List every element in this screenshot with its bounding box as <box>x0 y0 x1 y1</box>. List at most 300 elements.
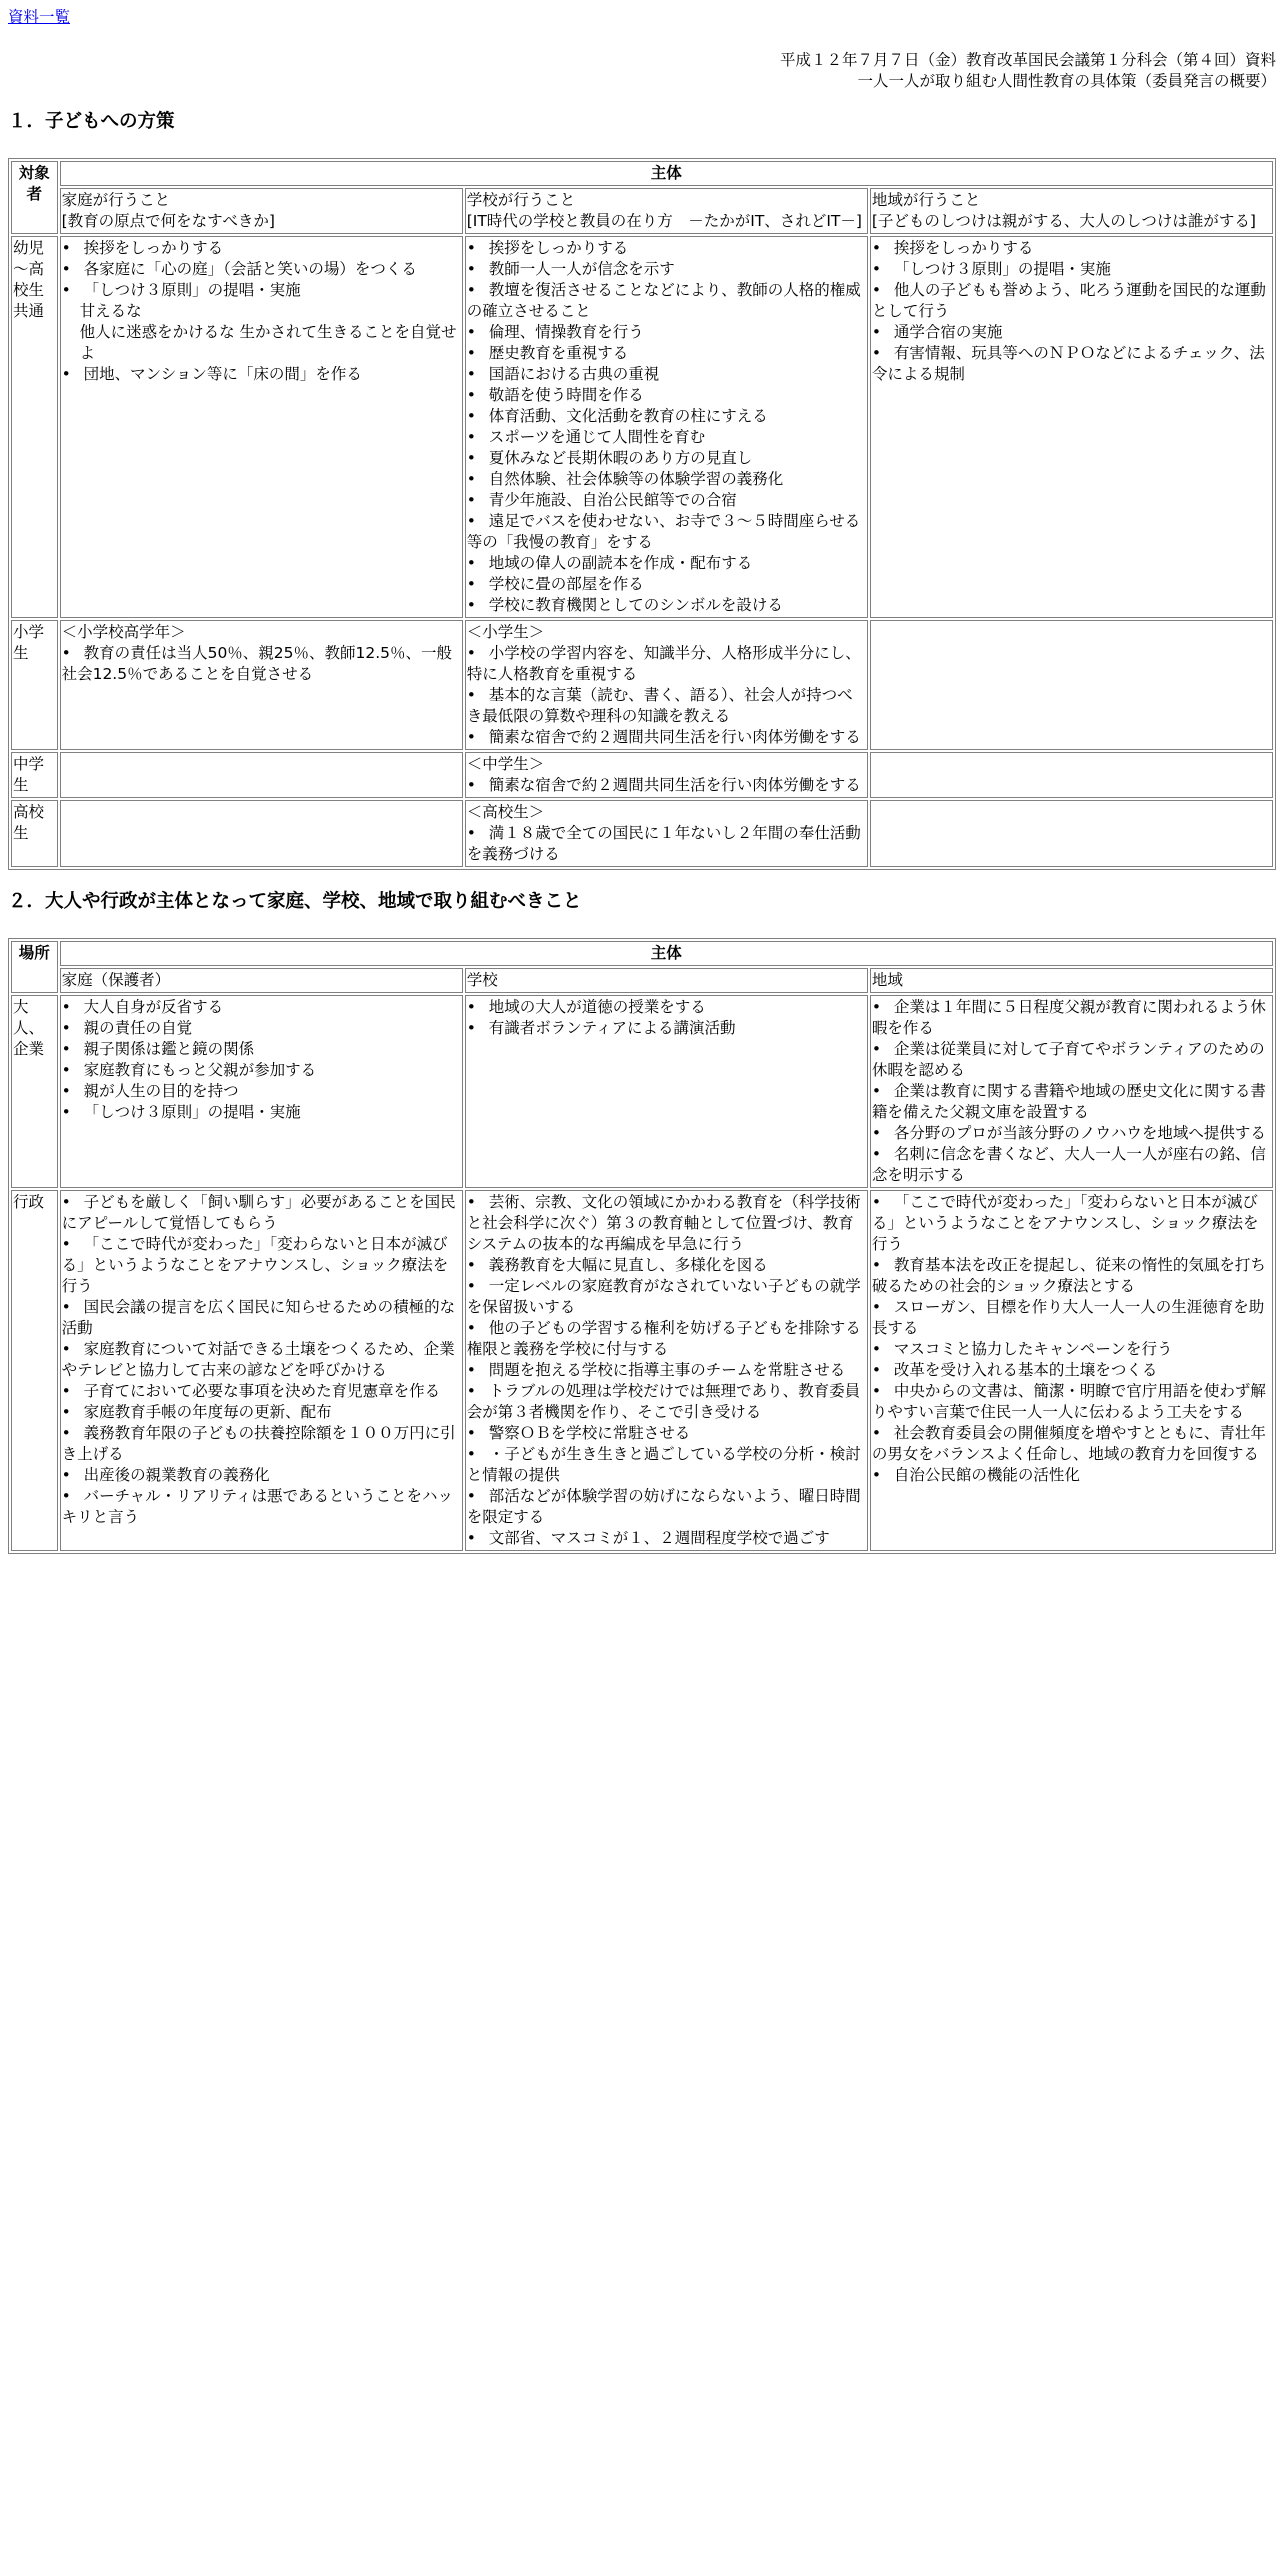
bullet-list <box>62 643 461 685</box>
children-measures-table <box>8 158 1276 870</box>
list-item <box>62 1465 461 1486</box>
bullet-icon: • <box>871 260 881 278</box>
list-item <box>62 643 461 685</box>
list-item <box>467 1255 866 1276</box>
section2-title: ２．大人や行政が主体となって家庭、学校、地域で取り組むべきこと <box>8 891 582 912</box>
list-item <box>872 238 1271 259</box>
list-item-text: 家庭教育について対話できる土壌をつくるため、企業やテレビと協力して古来の諺などを呼びかける <box>61 1340 455 1379</box>
list-item <box>62 1018 461 1039</box>
list-item-text: 満１８歳で全ての国民に１年ないし２年間の奉仕活動を義務づける <box>466 824 861 863</box>
list-item-text: 警察ＯＢを学校に常駐させる <box>488 1424 691 1442</box>
list-item-text: 自治公民館の機能の活性化 <box>893 1466 1080 1484</box>
table-row <box>11 1190 1273 1551</box>
list-item-text: 団地、マンション等に「床の間」を作る <box>83 365 362 383</box>
bullet-icon: • <box>61 365 71 383</box>
list-item <box>872 1381 1271 1423</box>
list-item <box>62 1060 461 1081</box>
list-item-text: 敬語を使う時間を作る <box>488 386 644 404</box>
bullet-icon: • <box>61 1103 71 1121</box>
list-item-text: 社会教育委員会の開催頻度を増やすとともに、青壮年の男女をバランスよく任命し、地域の教育力を回復する <box>871 1424 1266 1463</box>
list-item-text: 「ここで時代が変わった」「変わらないと日本が滅びる」というようなことをアナウンスし、ショック療法を行う <box>871 1193 1259 1253</box>
table-cell <box>60 995 463 1188</box>
list-item-text: 「ここで時代が変わった」「変わらないと日本が滅びる」というようなことをアナウンスし、ショック療法を行う <box>61 1235 449 1295</box>
list-item-text: 企業は従業員に対して子育てやボランティアのための休暇を認める <box>871 1040 1265 1079</box>
list-item <box>467 1528 866 1549</box>
table-row <box>11 800 1273 867</box>
list-item-text: 歴史教育を重視する <box>488 344 629 362</box>
list-item <box>467 685 866 727</box>
table-cell <box>60 800 463 867</box>
list-item-text: 家庭教育にもっと父親が参加する <box>83 1061 317 1079</box>
bullet-icon: • <box>61 644 71 662</box>
table-cell <box>870 1190 1273 1551</box>
table2-body <box>11 995 1273 1551</box>
list-item <box>467 1276 866 1318</box>
list-item-text: 倫理、情操教育を行う <box>488 323 644 341</box>
cell-subheading: ＜小学生＞ <box>466 623 545 641</box>
list-item <box>467 1318 866 1360</box>
bullet-icon: • <box>61 998 71 1016</box>
bullet-icon: • <box>466 428 476 446</box>
column-header-title: 学校が行うこと <box>466 191 576 209</box>
list-item <box>62 238 461 259</box>
bullet-icon: • <box>61 1082 71 1100</box>
list-item <box>467 1423 866 1444</box>
bullet-list <box>872 238 1271 385</box>
bullet-icon: • <box>466 1529 476 1547</box>
bullet-icon: • <box>61 1040 71 1058</box>
list-item-text: 他の子どもの学習する権利を妨げる子どもを排除する権限と義務を学校に付与する <box>466 1319 861 1358</box>
list-item-text: スポーツを通じて人間性を育む <box>488 428 706 446</box>
list-item <box>467 469 866 490</box>
list-item <box>62 364 461 385</box>
document-list-link[interactable]: 資料一覧 <box>8 8 71 26</box>
cell-subheading: ＜小学校高学年＞ <box>61 623 186 641</box>
table-cell <box>870 800 1273 867</box>
list-item-text: 部活などが体験学習の妨げにならないよう、曜日時間を限定する <box>466 1487 861 1526</box>
bullet-icon: • <box>466 281 476 299</box>
list-item <box>872 1123 1271 1144</box>
bullet-icon: • <box>871 1424 881 1442</box>
row-label: 中学生 <box>11 752 58 798</box>
table1-header-row <box>11 161 1273 186</box>
list-item <box>62 1297 461 1339</box>
table2-column-headers <box>11 968 1273 993</box>
bullet-icon: • <box>466 470 476 488</box>
list-item <box>62 259 461 280</box>
bullet-icon: • <box>61 1403 71 1421</box>
list-item <box>467 775 866 796</box>
bullet-icon: • <box>466 1382 476 1400</box>
list-item <box>872 259 1271 280</box>
list-item-text: 義務教育年限の子どもの扶養控除額を１００万円に引き上げる <box>61 1424 456 1463</box>
list-item <box>62 1102 461 1123</box>
bullet-list <box>467 997 866 1039</box>
header-line-subtitle: 一人一人が取り組む人間性教育の具体策（委員発言の概要） <box>857 72 1276 90</box>
list-item-text: 大人自身が反省する <box>83 998 224 1016</box>
table1-corner-cell: 対象者 <box>11 161 58 234</box>
adult-administration-table <box>8 938 1276 1554</box>
list-item <box>467 406 866 427</box>
column-header-subtitle: [子どものしつけは親がする、大人のしつけは誰がする] <box>871 212 1256 230</box>
cell-content <box>62 802 461 822</box>
list-item-text: 名刺に信念を書くなど、大人一人一人が座右の銘、信念を明示する <box>871 1145 1266 1184</box>
list-item-text: マスコミと協力したキャンペーンを行う <box>893 1340 1173 1358</box>
list-item-text: 夏休みなど長期休暇のあり方の見直し <box>488 449 753 467</box>
bullet-icon: • <box>466 1424 476 1442</box>
list-item-text: 地域の偉人の副読本を作成・配布する <box>488 554 753 572</box>
list-item-text: 文部省、マスコミが１、２週間程度学校で過ごす <box>488 1529 830 1547</box>
list-item <box>872 322 1271 343</box>
bullet-icon: • <box>871 1256 881 1274</box>
row-label: 行政 <box>11 1190 58 1551</box>
list-item-text: 有識者ボランティアによる講演活動 <box>488 1019 736 1037</box>
cell-content <box>467 622 866 748</box>
bullet-icon: • <box>466 1019 476 1037</box>
table2-header-row <box>11 941 1273 966</box>
list-item <box>872 1297 1271 1339</box>
row-label: 高校生 <box>11 800 58 867</box>
bullet-icon: • <box>871 1082 881 1100</box>
list-item-text: 問題を抱える学校に指導主事のチームを常駐させる <box>488 1361 846 1379</box>
bullet-icon: • <box>466 386 476 404</box>
list-item-text: 有害情報、玩具等へのＮＰＯなどによるチェック、法令による規制 <box>871 344 1265 383</box>
bullet-icon: • <box>466 1277 476 1295</box>
bullet-icon: • <box>61 1235 71 1253</box>
list-item <box>467 364 866 385</box>
list-item <box>872 1144 1271 1186</box>
list-item <box>872 1255 1271 1297</box>
list-item-text: 基本的な言葉（読む、書く、語る）、社会人が持つべき最低限の算数や理科の知識を教える <box>466 686 853 725</box>
list-item-text: 親が人生の目的を持つ <box>83 1082 239 1100</box>
bullet-icon: • <box>466 1193 476 1211</box>
bullet-icon: • <box>61 1298 71 1316</box>
list-item-text: 「しつけ３原則」の提唱・実施 <box>893 260 1111 278</box>
list-item-text: 教育の責任は当人50％、親25％、教師12.5％、一般社会12.5％であることを自覚させる <box>61 644 453 683</box>
list-item <box>467 511 866 553</box>
list-item <box>872 1339 1271 1360</box>
bullet-icon: • <box>466 1319 476 1337</box>
bullet-list <box>467 643 866 748</box>
cell-content <box>872 622 1271 642</box>
cell-subheading: ＜高校生＞ <box>466 803 545 821</box>
bullet-icon: • <box>61 1340 71 1358</box>
bullet-icon: • <box>466 776 476 794</box>
cell-content <box>872 754 1271 774</box>
list-item-text: 青少年施設、自治公民館等での合宿 <box>488 491 737 509</box>
list-item-text: 教壇を復活させることなどにより、教師の人格的権威の確立させること <box>466 281 861 320</box>
bullet-icon: • <box>466 323 476 341</box>
list-item-text: 挨拶をしっかりする <box>488 239 629 257</box>
list-item <box>467 322 866 343</box>
bullet-icon: • <box>61 1466 71 1484</box>
table-cell <box>60 236 463 618</box>
bullet-icon: • <box>466 239 476 257</box>
table2-group-header: 主体 <box>60 941 1273 966</box>
cell-content <box>467 238 866 616</box>
list-item <box>872 280 1271 322</box>
list-item <box>467 385 866 406</box>
bullet-icon: • <box>871 281 881 299</box>
list-item <box>872 1423 1271 1465</box>
bullet-icon: • <box>466 491 476 509</box>
list-item <box>872 1081 1271 1123</box>
table-cell <box>870 752 1273 798</box>
column-header-subtitle: [教育の原点で何をなすべきか] <box>61 212 275 230</box>
list-item <box>62 1192 461 1234</box>
list-item <box>467 280 866 322</box>
list-item-text: スローガン、目標を作り大人一人一人の生涯徳育を助長する <box>871 1298 1265 1337</box>
list-item <box>62 1339 461 1381</box>
list-item <box>62 1402 461 1423</box>
list-item-text: 学校に教育機関としてのシンボルを設ける <box>488 596 783 614</box>
bullet-list <box>62 997 461 1123</box>
table1-column-header <box>870 188 1273 234</box>
bullet-icon: • <box>871 998 881 1016</box>
bullet-icon: • <box>61 281 71 299</box>
table-row <box>11 236 1273 618</box>
list-item-text: 家庭教育手帳の年度毎の更新、配布 <box>83 1403 332 1421</box>
list-item-text: 簡素な宿舎で約２週間共同生活を行い肉体労働をする <box>488 728 861 746</box>
list-item <box>467 1381 866 1423</box>
list-item <box>872 1360 1271 1381</box>
bullet-icon: • <box>871 1382 881 1400</box>
list-item <box>62 1039 461 1060</box>
list-item-text: 企業は１年間に５日程度父親が教育に関われるよう休暇を作る <box>871 998 1266 1037</box>
row-label: 大人、企業 <box>11 995 58 1188</box>
bullet-icon: • <box>871 344 881 362</box>
list-item-text: 学校に畳の部屋を作る <box>488 575 644 593</box>
bullet-list <box>62 364 461 385</box>
table1-column-header <box>60 188 463 234</box>
bullet-icon: • <box>466 1445 476 1463</box>
list-item <box>467 448 866 469</box>
list-item-text: 「しつけ３原則」の提唱・実施 <box>83 1103 301 1121</box>
table-cell <box>465 620 868 750</box>
list-item-text: 国民会議の提言を広く国民に知らせるための積極的な活動 <box>61 1298 456 1337</box>
bullet-icon: • <box>466 512 476 530</box>
list-item-text: 通学合宿の実施 <box>893 323 1003 341</box>
list-item-text: 自然体験、社会体験等の体験学習の義務化 <box>488 470 784 488</box>
bullet-icon: • <box>466 365 476 383</box>
cell-content <box>467 754 866 796</box>
list-item <box>467 238 866 259</box>
list-item-text: 教育基本法を改正を提起し、従来の惰性的気風を打ち破るための社会的ショック療法とする <box>871 1256 1266 1295</box>
list-item-text: 挨拶をしっかりする <box>893 239 1034 257</box>
bullet-icon: • <box>871 323 881 341</box>
list-item <box>62 1081 461 1102</box>
column-header-title: 地域が行うこと <box>871 191 981 209</box>
table-cell <box>870 620 1273 750</box>
list-item <box>62 997 461 1018</box>
list-item <box>467 1486 866 1528</box>
table2-column-header: 地域 <box>870 968 1273 993</box>
bullet-icon: • <box>466 1256 476 1274</box>
section1-title: １．子どもへの方策 <box>8 111 175 132</box>
bullet-icon: • <box>466 728 476 746</box>
list-item-text: 体育活動、文化活動を教育の柱にすえる <box>488 407 768 425</box>
list-item-text: 出産後の親業教育の義務化 <box>83 1466 270 1484</box>
list-item-text: 義務教育を大幅に見直し、多様化を図る <box>488 1256 768 1274</box>
bullet-icon: • <box>466 1487 476 1505</box>
cell-subheading: ＜中学生＞ <box>466 755 545 773</box>
bullet-icon: • <box>466 407 476 425</box>
bullet-icon: • <box>871 1124 881 1142</box>
cell-content <box>872 802 1271 822</box>
list-item-text: 地域の大人が道徳の授業をする <box>488 998 706 1016</box>
table1-column-header <box>465 188 868 234</box>
list-item <box>467 1360 866 1381</box>
list-item-text: 各分野のプロが当該分野のノウハウを地域へ提供する <box>893 1124 1266 1142</box>
list-item-text: 国語における古典の重視 <box>488 365 660 383</box>
bullet-list <box>62 238 461 301</box>
plain-text: 他人に迷惑をかけるな 生かされて生きることを自覚せよ <box>79 323 457 362</box>
bullet-list <box>467 823 866 865</box>
bullet-icon: • <box>871 1340 881 1358</box>
table-cell <box>465 995 868 1188</box>
list-item <box>467 343 866 364</box>
list-item-text: 改革を受け入れる基本的土壌をつくる <box>893 1361 1158 1379</box>
bullet-list <box>872 997 1271 1186</box>
list-item <box>467 727 866 748</box>
list-item <box>872 997 1271 1039</box>
table1-body <box>11 236 1273 867</box>
list-item-text: ・子どもが生き生きと過ごしている学校の分析・検討と情報の提供 <box>466 1445 861 1484</box>
list-item <box>467 997 866 1018</box>
table1-group-header: 主体 <box>60 161 1273 186</box>
list-item <box>62 1381 461 1402</box>
list-item <box>467 643 866 685</box>
bullet-icon: • <box>61 1424 71 1442</box>
bullet-icon: • <box>466 575 476 593</box>
cell-content <box>62 238 461 385</box>
row-label: 幼児～高校生共通 <box>11 236 58 618</box>
table-row <box>11 752 1273 798</box>
list-item <box>467 574 866 595</box>
bullet-icon: • <box>466 686 476 704</box>
table2-column-header: 学校 <box>465 968 868 993</box>
list-item-text: 親の責任の自覚 <box>83 1019 193 1037</box>
bullet-icon: • <box>61 1193 71 1211</box>
cell-content <box>62 754 461 774</box>
list-item-text: 各家庭に「心の庭」（会話と笑いの場）をつくる <box>83 260 417 278</box>
bullet-icon: • <box>61 1061 71 1079</box>
cell-content <box>467 802 866 865</box>
bullet-icon: • <box>466 1361 476 1379</box>
column-header-title: 家庭が行うこと <box>61 191 171 209</box>
table-cell <box>60 752 463 798</box>
bullet-list <box>467 238 866 616</box>
table-cell <box>60 620 463 750</box>
table-cell <box>870 236 1273 618</box>
table-cell <box>465 236 868 618</box>
bullet-list <box>467 1192 866 1549</box>
list-item-text: 中央からの文書は、簡潔・明瞭で官庁用語を使わず解りやすい言葉で住民一人一人に伝わるよう工夫をする <box>871 1382 1266 1421</box>
list-item <box>467 490 866 511</box>
bullet-icon: • <box>466 596 476 614</box>
cell-content <box>872 238 1271 385</box>
bullet-icon: • <box>871 239 881 257</box>
list-item <box>467 1444 866 1486</box>
list-item-text: 芸術、宗教、文化の領域にかかわる教育を（科学技術と社会科学に次ぐ）第３の教育軸として位置づけ、教育システムの抜本的な再編成を早急に行う <box>466 1193 861 1253</box>
document-header <box>8 50 1276 92</box>
bullet-icon: • <box>871 1193 881 1211</box>
bullet-icon: • <box>466 554 476 572</box>
table-cell <box>465 752 868 798</box>
list-item <box>872 1465 1271 1486</box>
list-item <box>467 553 866 574</box>
table-cell <box>60 1190 463 1551</box>
list-item-text: 企業は教育に関する書籍や地域の歴史文化に関する書籍を備えた父親文庫を設置する <box>871 1082 1266 1121</box>
bullet-icon: • <box>466 260 476 278</box>
bullet-icon: • <box>466 644 476 662</box>
list-item-text: 小学校の学習内容を、知識半分、人格形成半分にし、特に人格教育を重視する <box>466 644 861 683</box>
list-item-text: 親子関係は鑑と鏡の関係 <box>83 1040 255 1058</box>
list-item <box>467 427 866 448</box>
list-item <box>872 1192 1271 1255</box>
plain-text: 甘えるな <box>79 302 142 320</box>
bullet-icon: • <box>466 449 476 467</box>
list-item <box>467 1018 866 1039</box>
list-item <box>467 1192 866 1255</box>
list-item-text: 一定レベルの家庭教育がなされていない子どもの就学を保留扱いする <box>466 1277 861 1316</box>
list-item <box>62 1486 461 1528</box>
list-item-text: 他人の子どもも誉めよう、叱ろう運動を国民的な運動として行う <box>871 281 1266 320</box>
row-label: 小学生 <box>11 620 58 750</box>
table-row <box>11 620 1273 750</box>
table-cell <box>870 995 1273 1188</box>
list-item <box>62 280 461 301</box>
bullet-icon: • <box>61 1019 71 1037</box>
list-item-text: 遠足でバスを使わせない、お寺で３～５時間座らせる等の「我慢の教育」をする <box>466 512 861 551</box>
bullet-icon: • <box>61 260 71 278</box>
table-cell <box>465 1190 868 1551</box>
bullet-icon: • <box>61 239 71 257</box>
list-item <box>62 1423 461 1465</box>
list-item <box>467 823 866 865</box>
bullet-icon: • <box>871 1361 881 1379</box>
bullet-icon: • <box>871 1040 881 1058</box>
bullet-list <box>872 1192 1271 1486</box>
list-item-text: 簡素な宿舎で約２週間共同生活を行い肉体労働をする <box>488 776 861 794</box>
list-item <box>62 1234 461 1297</box>
list-item <box>467 595 866 616</box>
bullet-icon: • <box>871 1298 881 1316</box>
bullet-list <box>467 775 866 796</box>
list-item-text: 教師一人一人が信念を示す <box>488 260 675 278</box>
table-cell <box>465 800 868 867</box>
table1-column-headers <box>11 188 1273 234</box>
bullet-icon: • <box>61 1382 71 1400</box>
table2-column-header: 家庭（保護者） <box>60 968 463 993</box>
cell-content <box>62 622 461 685</box>
header-line-date: 平成１２年７月７日（金）教育改革国民会議第１分科会（第４回）資料 <box>779 51 1276 69</box>
list-item-text: 子育てにおいて必要な事項を決めた育児憲章を作る <box>83 1382 441 1400</box>
bullet-icon: • <box>61 1487 71 1505</box>
bullet-icon: • <box>871 1145 881 1163</box>
bullet-icon: • <box>466 344 476 362</box>
list-item <box>872 343 1271 385</box>
bullet-icon: • <box>466 998 476 1016</box>
list-item-text: 挨拶をしっかりする <box>83 239 224 257</box>
list-item-text: トラブルの処理は学校だけでは無理であり、教育委員会が第３者機関を作り、そこで引き受ける <box>466 1382 861 1421</box>
bullet-icon: • <box>871 1466 881 1484</box>
bullet-list <box>62 1192 461 1528</box>
list-item-text: バーチャル・リアリティは悪であるということをハッキリと言う <box>61 1487 453 1526</box>
table2-corner-cell: 場所 <box>11 941 58 993</box>
list-item-text: 子どもを厳しく「飼い馴らす」必要があることを国民にアピールして覚悟してもらう <box>61 1193 456 1232</box>
table-row <box>11 995 1273 1188</box>
